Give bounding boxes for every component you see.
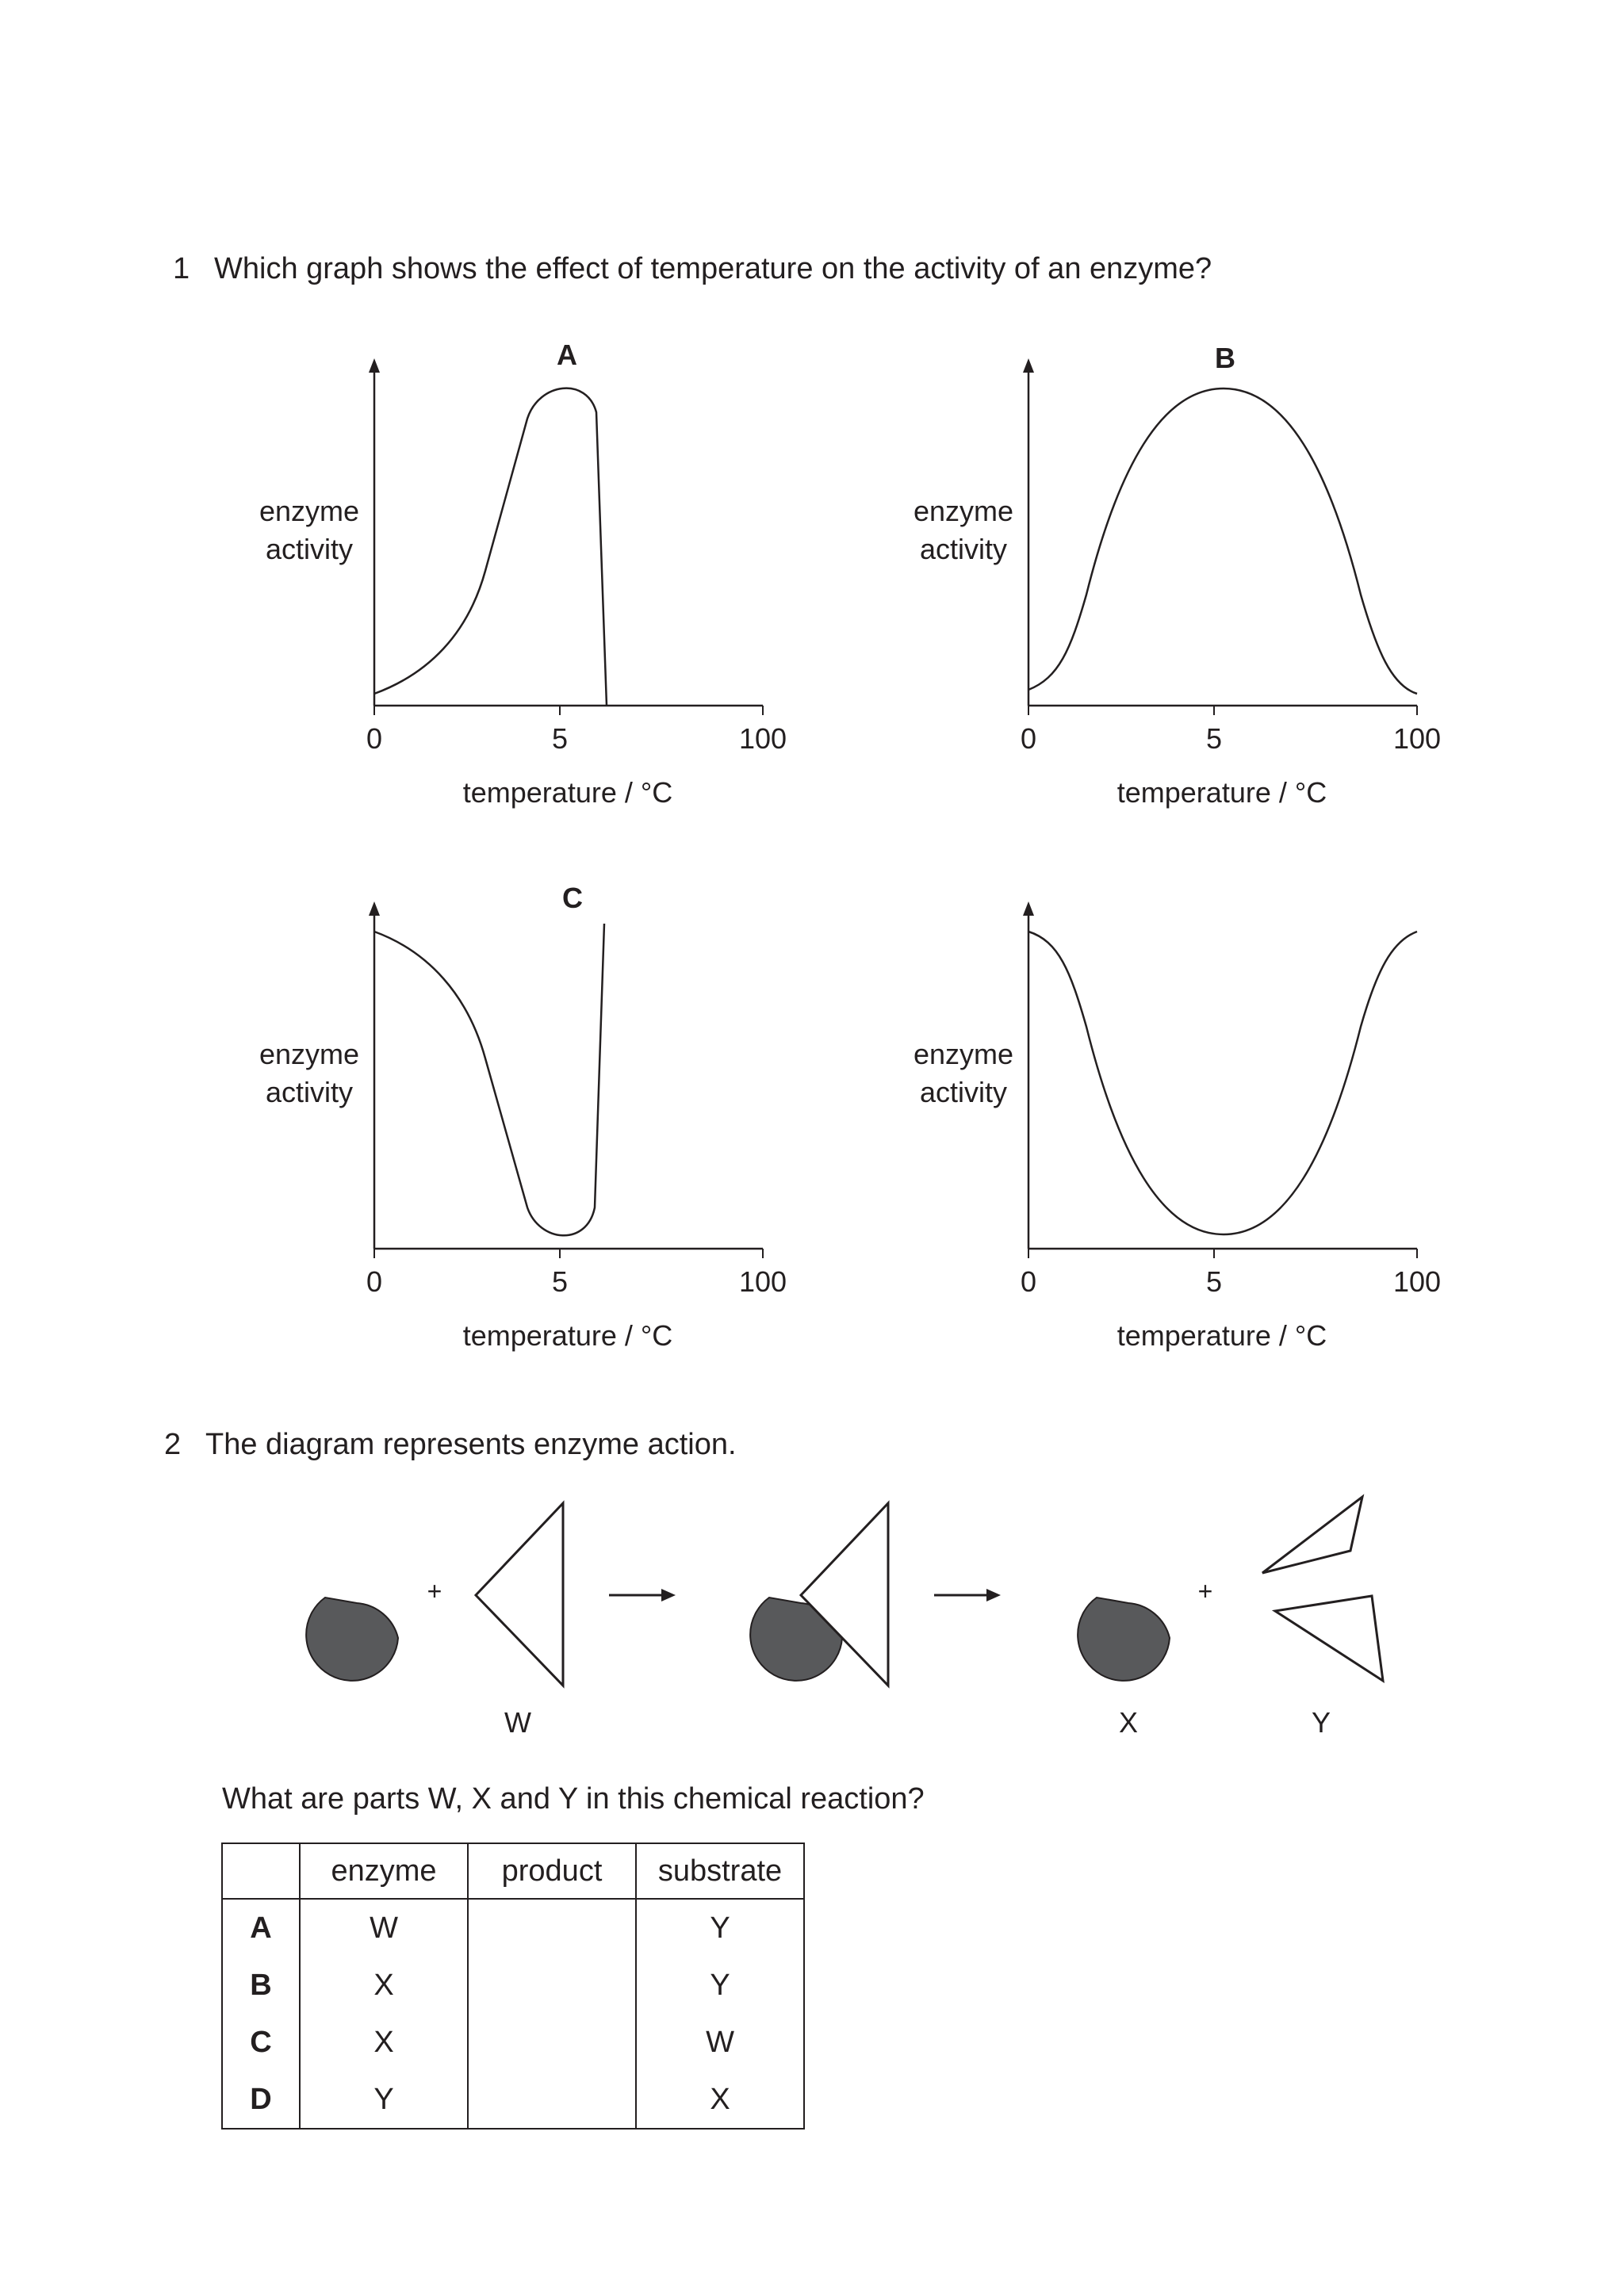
activity-curve (374, 924, 604, 1235)
graph-b-label: B (1215, 342, 1235, 374)
reaction-arrow-icon (934, 1589, 1001, 1601)
plus-sign: + (427, 1577, 442, 1605)
tick-label-5: 5 (551, 1265, 569, 1298)
graph-c (238, 876, 793, 1368)
table-header-row (222, 1843, 804, 1899)
x-axis-label: temperature / °C (1116, 776, 1327, 809)
question-2-prompt: What are parts W, X and Y in this chemical reaction? (222, 1782, 925, 1816)
question-2 (164, 1429, 737, 1460)
product-triangle (1275, 1596, 1383, 1681)
y-label-line2: activity (919, 1076, 1008, 1108)
y-axis-arrow-icon (1023, 358, 1034, 373)
x-axis (1028, 706, 1417, 715)
x-axis (374, 706, 763, 715)
tick-label-100: 100 (738, 722, 787, 755)
plus-sign: + (1197, 1577, 1213, 1605)
option-label: A (222, 1899, 300, 1957)
table-row[interactable] (222, 1957, 804, 2014)
question-1-text: Which graph shows the effect of temperature on the activity of an enzyme? (214, 252, 1212, 285)
label-y: Y (1311, 1706, 1331, 1739)
x-axis-label: temperature / °C (462, 1319, 673, 1352)
header-enzyme: enzyme (300, 1843, 468, 1899)
cell-product (468, 1899, 636, 1957)
cell-enzyme: X (300, 2014, 468, 2071)
x-axis-label: temperature / °C (1116, 1319, 1327, 1352)
y-axis (1023, 901, 1034, 1249)
x-axis (374, 1249, 763, 1258)
x-axis (1028, 1249, 1417, 1258)
tick-label-0: 0 (366, 1265, 383, 1298)
y-axis (369, 901, 380, 1249)
cell-substrate: Y (636, 1899, 804, 1957)
question-1 (173, 254, 1212, 284)
tick-label-100: 100 (738, 1265, 787, 1298)
tick-label-100: 100 (1392, 722, 1442, 755)
table-row[interactable] (222, 1899, 804, 1957)
cell-substrate: X (636, 2071, 804, 2129)
y-label-line2: activity (919, 533, 1008, 565)
graph-a-label: A (557, 339, 577, 371)
enzyme-action-diagram (285, 1490, 1411, 1760)
activity-curve (1028, 932, 1417, 1234)
reaction-arrow-icon (609, 1589, 676, 1601)
cell-substrate: Y (636, 1957, 804, 2014)
graph-b (892, 333, 1447, 825)
option-label: B (222, 1957, 300, 2014)
tick-label-5: 5 (1205, 1265, 1223, 1298)
y-label-line1: enzyme (913, 495, 1014, 527)
tick-label-5: 5 (551, 722, 569, 755)
activity-curve (374, 388, 607, 706)
y-axis-arrow-icon (369, 901, 380, 916)
graph-d (892, 876, 1447, 1368)
y-axis-arrow-icon (369, 358, 380, 373)
enzyme-shape (306, 1598, 398, 1681)
cell-enzyme: X (300, 1957, 468, 2014)
enzyme-shape (1078, 1598, 1170, 1681)
answer-table (221, 1843, 805, 2130)
tick-label-5: 5 (1205, 722, 1223, 755)
y-axis (369, 358, 380, 706)
tick-label-0: 0 (1020, 722, 1037, 755)
header-product: product (468, 1843, 636, 1899)
option-label: C (222, 2014, 300, 2071)
label-w: W (504, 1706, 531, 1739)
question-1-number: 1 (173, 252, 190, 285)
substrate-triangle (476, 1503, 563, 1686)
header-substrate: substrate (636, 1843, 804, 1899)
question-2-number: 2 (164, 1428, 182, 1461)
y-axis (1023, 358, 1034, 706)
y-label-line2: activity (265, 1076, 354, 1108)
cell-product (468, 1957, 636, 2014)
cell-substrate: W (636, 2014, 804, 2071)
graph-a (238, 333, 793, 825)
table-row[interactable] (222, 2071, 804, 2129)
y-label-line1: enzyme (259, 1038, 360, 1070)
cell-enzyme: W (300, 1899, 468, 1957)
table-row[interactable] (222, 2014, 804, 2071)
activity-curve (1028, 388, 1417, 694)
cell-product (468, 2071, 636, 2129)
tick-label-0: 0 (1020, 1265, 1037, 1298)
question-2-text: The diagram represents enzyme action. (205, 1428, 737, 1461)
y-label-line1: enzyme (259, 495, 360, 527)
label-x: X (1118, 1706, 1139, 1739)
y-label-line1: enzyme (913, 1038, 1014, 1070)
y-axis-arrow-icon (1023, 901, 1034, 916)
y-label-line2: activity (265, 533, 354, 565)
option-label: D (222, 2071, 300, 2129)
header-option (222, 1843, 300, 1899)
graph-c-label: C (562, 882, 583, 914)
product-triangle (1262, 1497, 1362, 1573)
cell-product (468, 2014, 636, 2071)
tick-label-100: 100 (1392, 1265, 1442, 1298)
cell-enzyme: Y (300, 2071, 468, 2129)
x-axis-label: temperature / °C (462, 776, 673, 809)
tick-label-0: 0 (366, 722, 383, 755)
